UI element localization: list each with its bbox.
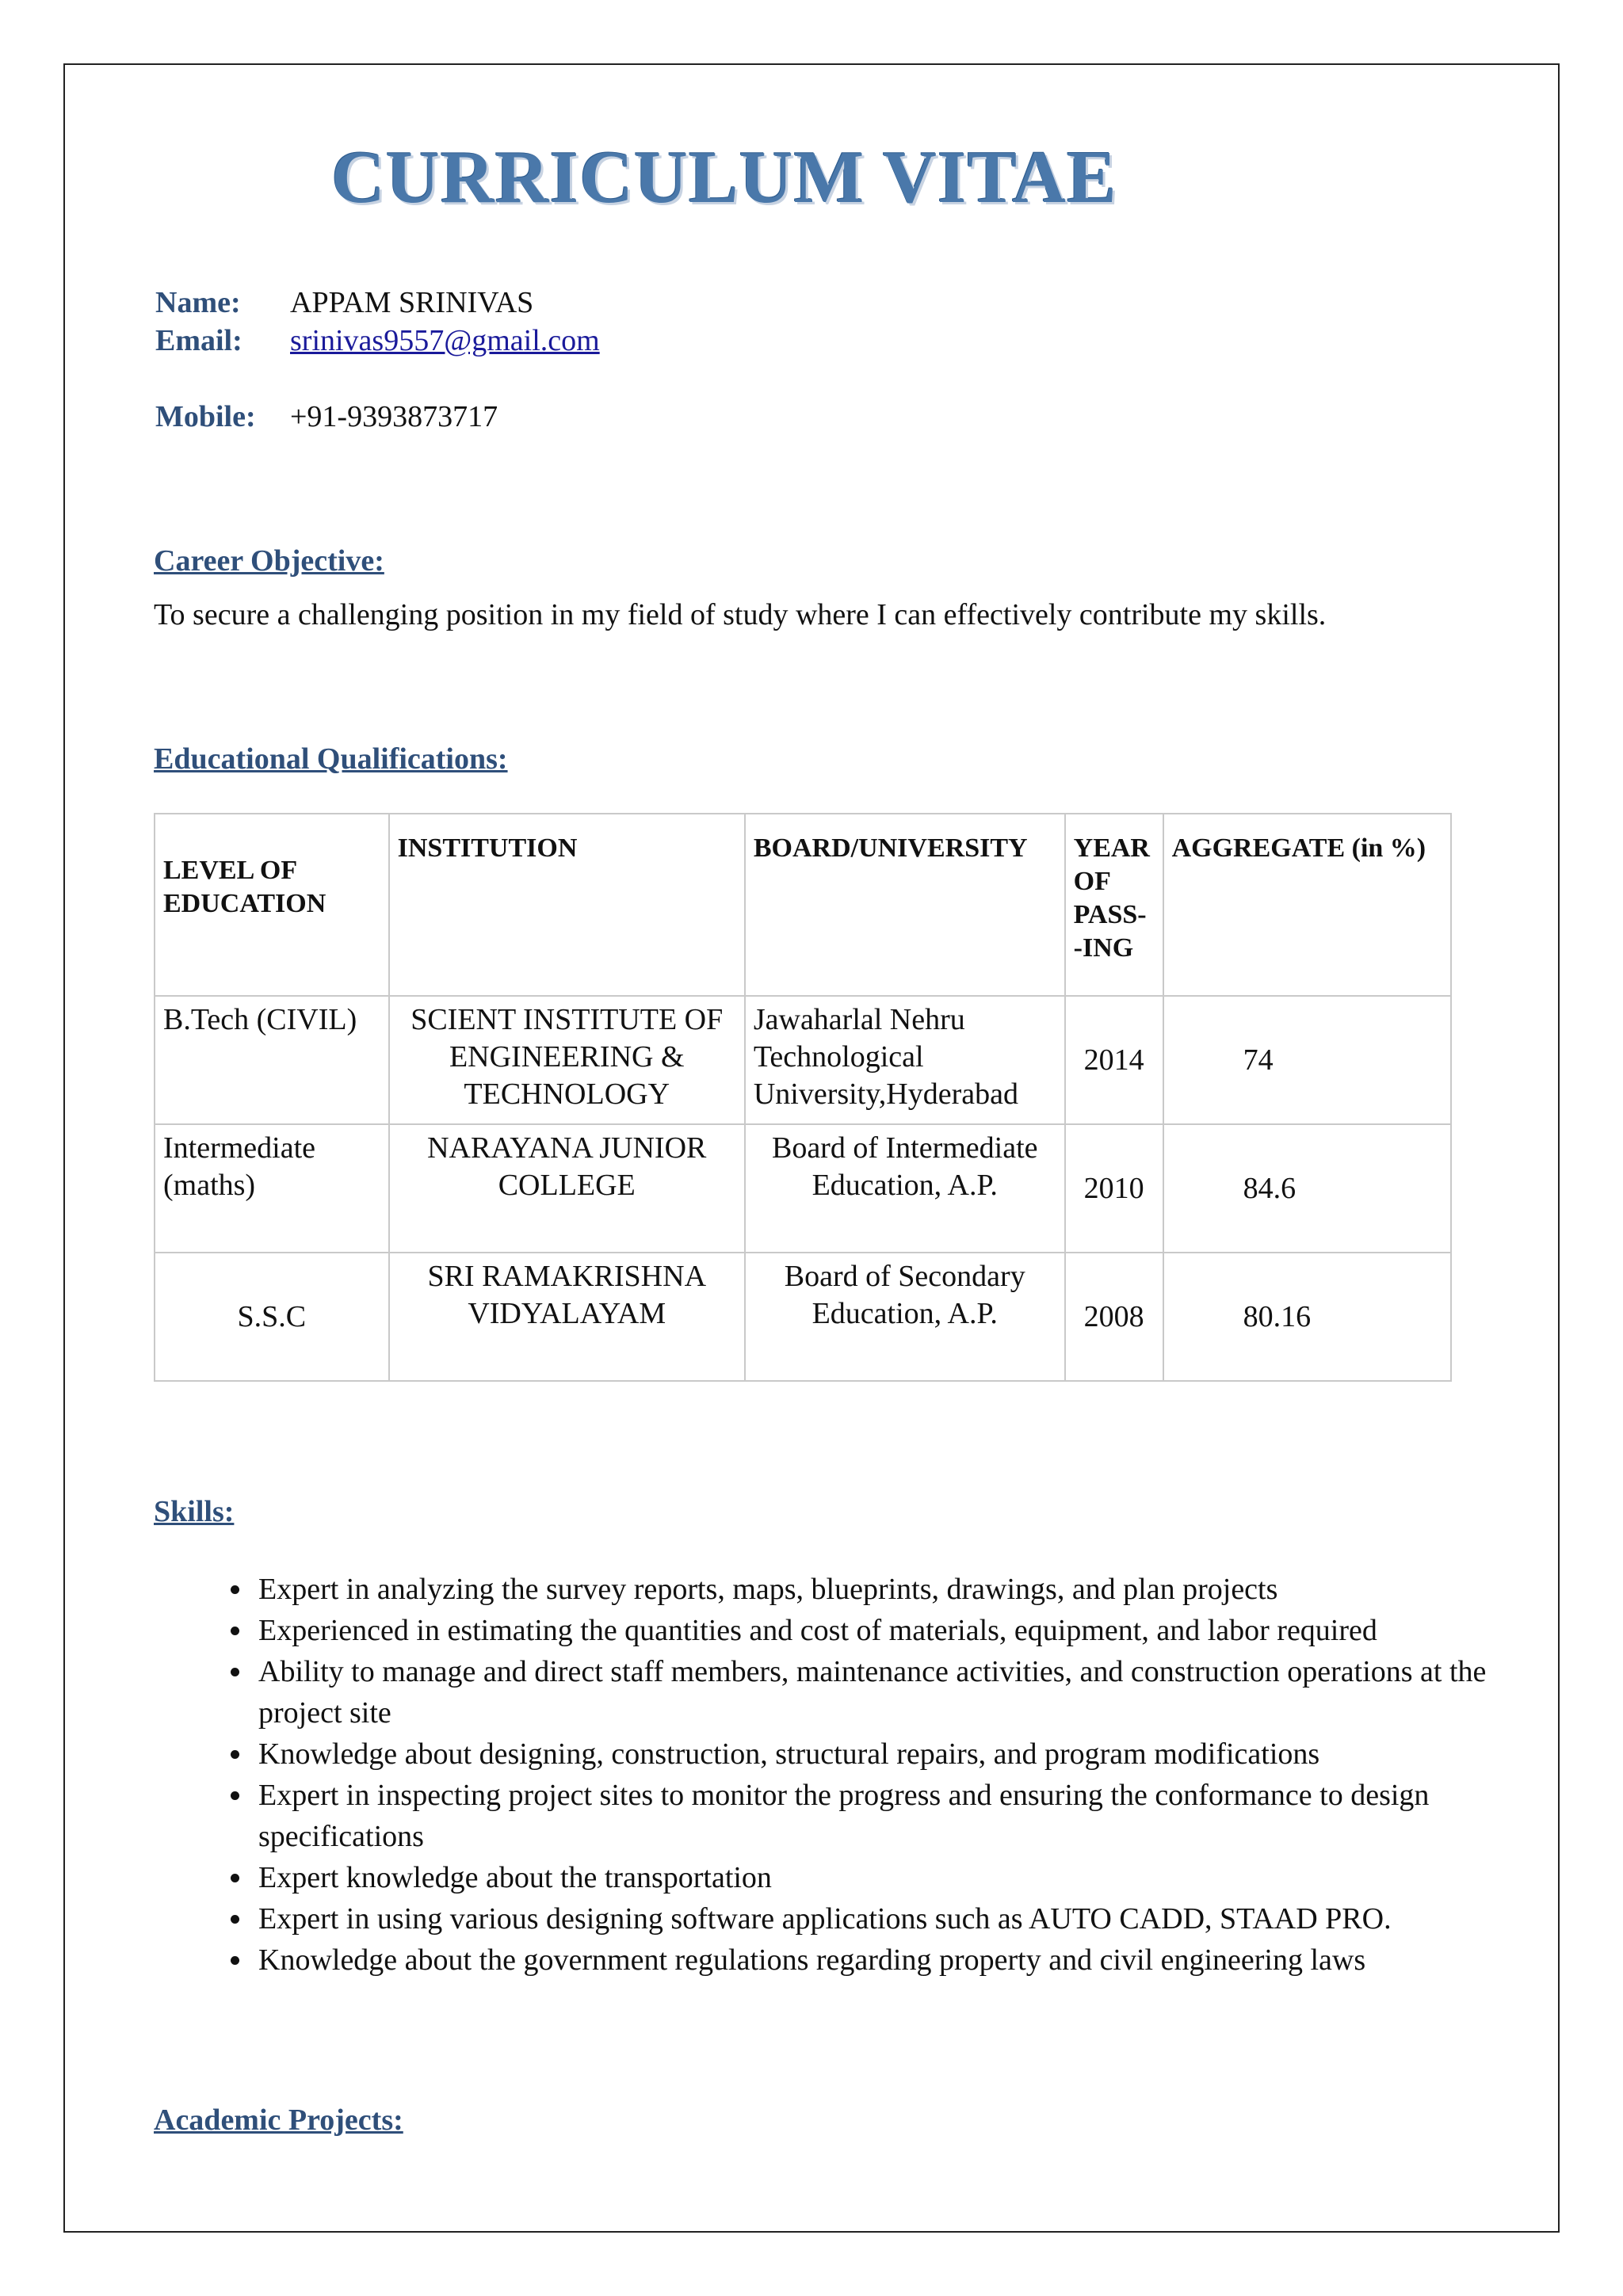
skills-list: [206, 1569, 1553, 1981]
cell-year: 2010: [1065, 1124, 1163, 1253]
table-row: [155, 996, 1451, 1124]
contact-name-row: [155, 285, 533, 320]
list-item: • Ability to manage and direct staff members, maintenance activities, and construction operations at the project site: [254, 1651, 1553, 1733]
career-objective-heading: Career Objective:: [154, 544, 384, 578]
list-item: • Experienced in estimating the quantities and cost of materials, equipment, and labor required: [254, 1610, 1553, 1651]
contact-mobile-row: [155, 399, 498, 434]
header-year: YEAR OF PASS--ING: [1065, 814, 1163, 996]
name-value: APPAM SRINIVAS: [290, 286, 534, 319]
list-item: • Knowledge about the government regulations regarding property and civil engineering laws: [254, 1939, 1553, 1981]
career-objective-text: To secure a challenging position in my field of study where I can effectively contribute my skills.: [154, 598, 1327, 631]
skills-heading: Skills:: [154, 1495, 235, 1528]
email-link[interactable]: srinivas9557@gmail.com: [290, 324, 600, 357]
header-institution: INSTITUTION: [389, 814, 745, 996]
cell-aggregate: 84.6: [1163, 1124, 1451, 1253]
header-level: LEVEL OF EDUCATION: [155, 814, 389, 996]
contact-email-row: [155, 323, 600, 358]
cell-board: Board of Intermediate Education, A.P.: [745, 1124, 1065, 1253]
list-item: • Expert knowledge about the transportation: [254, 1857, 1553, 1898]
table-row: [155, 1124, 1451, 1253]
document-title: CURRICULUM VITAE: [331, 136, 1117, 219]
cell-board: Board of Secondary Education, A.P.: [745, 1253, 1065, 1381]
cell-institution: SRI RAMAKRISHNA VIDYALAYAM: [389, 1253, 745, 1381]
email-label: Email:: [155, 324, 242, 357]
cell-level: B.Tech (CIVIL): [155, 996, 389, 1124]
mobile-value: +91-9393873717: [290, 400, 498, 433]
cell-institution: NARAYANA JUNIOR COLLEGE: [389, 1124, 745, 1253]
cell-board: Jawaharlal Nehru Technological University,Hyderabad: [745, 996, 1065, 1124]
cell-institution: SCIENT INSTITUTE OF ENGINEERING & TECHNOLOGY: [389, 996, 745, 1124]
header-board: BOARD/UNIVERSITY: [745, 814, 1065, 996]
name-label: Name:: [155, 286, 241, 319]
cell-aggregate: 80.16: [1163, 1253, 1451, 1381]
header-aggregate: AGGREGATE (in %): [1163, 814, 1451, 996]
academic-projects-heading: Academic Projects:: [154, 2103, 403, 2137]
list-item: • Expert in analyzing the survey reports, maps, blueprints, drawings, and plan projects: [254, 1569, 1553, 1610]
mobile-label: Mobile:: [155, 400, 256, 433]
cell-aggregate: 74: [1163, 996, 1451, 1124]
education-table: [154, 813, 1452, 1382]
education-header-row: [155, 814, 1451, 996]
cell-year: 2008: [1065, 1253, 1163, 1381]
list-item: • Expert in using various designing software applications such as AUTO CADD, STAAD PRO.: [254, 1898, 1553, 1939]
list-item: • Expert in inspecting project sites to monitor the progress and ensuring the conformance to design specifications: [254, 1775, 1553, 1857]
list-item: • Knowledge about designing, construction, structural repairs, and program modifications: [254, 1733, 1553, 1775]
education-heading: Educational Qualifications:: [154, 742, 508, 776]
table-row: [155, 1253, 1451, 1381]
cell-level: S.S.C: [155, 1253, 389, 1381]
cell-level: Intermediate (maths): [155, 1124, 389, 1253]
cell-year: 2014: [1065, 996, 1163, 1124]
